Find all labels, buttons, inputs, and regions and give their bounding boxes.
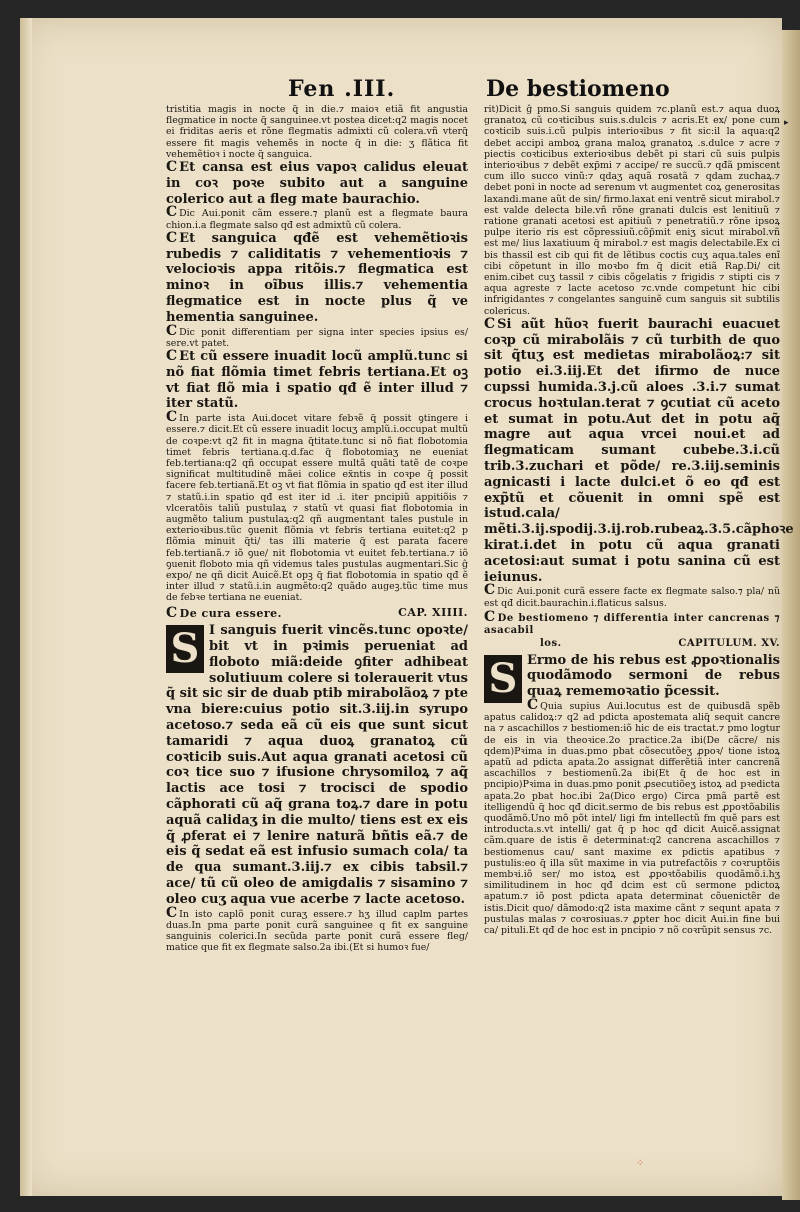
commentary-paragraph — [484, 582, 780, 609]
commentary-paragraph — [166, 204, 468, 231]
commentary-paragraph: tristitia magis in nocte q̃ in die.⁊ maioꝛ etiã fit angustia flegmatice in nocte q̃ sanguinee.vt postea dicet:q2 magis nocet ei friditas aeris et rõne flegmatis admixti cũ colera.vñ vterq̃ essere fit magis vehemẽs in nocte q̃ in die: ʒ flãtica fit vehemẽtioꝛ i nocte q̃ sanguica. — [166, 104, 468, 160]
main-text: Si aũt hũoꝛ fuerit baurachi euacuet coꝛp cũ mirabolãis ⁊ cũ turbith de quo sit q̃tuʒ est medietas mirabolãoꝝ:⁊ sit potio ei.3.iij.Et det ifirmo de nuce cupssi humida.3.j.cũ aloes .3.i.⁊ sumat crocus hoꝛtulan.terat ⁊ ꝯcutiat cũ aceto et sumat in potu.Aut det in potu aq̃ magre aut aqua vrcei noui.et ad flegmaticam sumant cubebe.3.i.cũ trib.3.zuchari et põde/ re.3.iij.seminis agnicasti i lacte dulci.et õ eo qđ est exp̃tũ et cõuenit in omni spẽ est istud.cala/ mẽti.3.ij.spodij.3.ij.rob.rubeaꝝ.3.5.cãphoꝛe kirat.i.det in potu cũ aqua granati acetosi:aut sumat i potu sanina cũ est ieiunus. — [484, 316, 794, 585]
pilcrow-icon: C — [527, 696, 539, 713]
chapter-title: De bestiomeno ⁊ differentia inter cancrenas ⁊ asacabil — [484, 612, 780, 637]
pilcrow-icon: C — [166, 904, 178, 921]
chapter-number: CAPITULUM. XV. — [678, 638, 780, 649]
page-gutter-shadow — [20, 18, 32, 1196]
main-text: Et sanguica qđẽ est vehemẽtioꝛis rubedis ⁊ caliditatis ⁊ vehementioꝛis ⁊ velocioꝛis appa ritõis.⁊ flegmatica est minoꝛ in oĩbus illis.⁊ vehementia flegmatice est in nocte plus q̃ ve hementia sanguinee. — [166, 230, 468, 325]
main-text-paragraph — [484, 653, 780, 700]
pilcrow-icon: C — [166, 348, 178, 364]
commentary-text: In parte ista Aui.docet vitare febꝛẽ q̃ possit ꝯtingere i essere.⁊ dicit.Et cũ essere inuadit locuʒ amplũ.i.occupat multũ de coꝛpe:vt q2 fit in magna q̃titate.tunc si nõ fiat flobotomia timet febris tertiana.q.d.fac q̃ flobotomiaʒ ne eueniat feb.tertiana:q2 qñ occupat essere multã quãti tatẽ de coꝛpe significat multitudinẽ mãei colice ex̃ntis in coꝛpe q̃ possit facere feb.tertianã.Et oꝫ vt fiat flõmia in spatio qđ est iter illud ⁊ statũ.i.in spatio qđ est iter id .i. iter pncipiũ appitiõis ⁊ vlceratõis taliũ pustulaꝝ ⁊ statũ vt quasi fiat flobotomia in augmẽto talium pustulaꝝ:q2 qñ augmentant tales pustule in exterioꝛibus.tũc ꝯuenit flõmia vt febris tertiana euitet:q2 p flõmia minuit q̃ti/ tas illi materie q̃ est parata facere feb.tertianã.⁊ iõ ꝯue/ nit flobotomia vt euitet feb.tertiana.⁊ iõ ꝯuenit floboto mia qñ videmus tales pustulas augmentari.Sic ĝ expo/ ne qñ dicit Auicẽ.Et opꝫ q̃ fiat flobotomia in spatio qđ ẽ inter illud ⁊ statũ.i.in augmẽto:q2 quãdo augeꝫ.tũc time mus de febꝛe tertiana ne eueniat. — [166, 413, 468, 604]
main-text-paragraph — [166, 231, 468, 326]
pilcrow-icon: C — [166, 409, 178, 426]
facing-page-mark: ▸ — [784, 118, 789, 128]
chapter-title-tail: los. — [540, 638, 562, 649]
main-text-paragraph — [484, 315, 794, 586]
main-text-paragraph — [166, 349, 468, 412]
pilcrow-icon: C — [166, 604, 178, 621]
running-header-right: De bestiomeno — [486, 76, 670, 102]
main-text: Et cansa est eius vapoꝛ calidus eleuat in coꝛ poꝛe subito aut a sanguine colerico aut a fleg mate baurachio. — [166, 160, 468, 207]
main-text: I sanguis fuerit vincẽs.tunc opoꝛte/ bit vt in pꝛimis perueniat ad floboto miã:deide ꝯfiter adhibeat solutiuum colere si tolerauerit vtus q̃ sit sic sir de duab ptib mirabolãoꝝ ⁊ pte vna biere:cuius potio sit.3.iij.in syrupo acetoso.⁊ seda eã cũ eis que sunt sicut tamaridi ⁊ aqua duoꝝ granatoꝝ cũ coꝛticib suis.Aut aqua granati acetosi cũ coꝛ tice suo ⁊ ifusione chrysomiloꝝ ⁊ aq̃ lactis ace tosi ⁊ trocisci de spodio cãphorati cũ aq̃ grana toꝝ.⁊ dare in potu aquã calidaʒ in die multo/ tiens est ex eis q̃ ꝓferat ei ⁊ lenire naturã bñtis eã.⁊ de eis q̃ sedat eã est infusio sumach cola/ ta de qua sumant.3.iij.⁊ ex cibis tabsil.⁊ ace/ tũ cũ oleo de amigdalis ⁊ sisamino ⁊ oleo cuʒ aqua vue acerbe ⁊ lacte acetoso. — [166, 623, 468, 907]
signature-mark-icon: ⁘ — [636, 1158, 645, 1169]
commentary-text: Dic Aui.ponit cãm essere.⁊ planũ est a flegmate baura chion.i.a flegmate salso qđ est admixtũ cũ colera. — [166, 208, 468, 231]
decorated-initial-icon: S — [484, 655, 522, 703]
right-text-column — [484, 104, 794, 937]
commentary-text: In isto caplõ ponit curaʒ essere.⁊ hʒ illud caplm partes duas.In pma parte ponit curã sanguinee q fit ex sanguine sanguinis colerici.In secũda parte ponit curã essere fleg/ matice que fit ex flegmate salso.2a ibi.(Et si humoꝛ fue/ — [166, 908, 468, 954]
commentary-paragraph — [166, 904, 468, 954]
pilcrow-icon: C — [166, 229, 178, 246]
commentary-paragraph — [166, 409, 468, 604]
commentary-paragraph — [484, 696, 780, 937]
chapter-title: De cura essere. — [179, 606, 282, 620]
commentary-text: Quia supius Aui.locutus est de quibusdã spẽb apatus calidoꝝ:⁊ q2 ad pdicta apostemata aliq̃ sequit cancre na ⁊ ascachillos ⁊ bestiomen:iõ hic de eis tractat.⁊ pmo logtur de eis in via theoꝛice.2o practice.2a ibi(De cãcre/ nis qdem)Pꝛima in duas.pmo pbat cõsecutõeʒ ꝓpoꝛ/ tione istoꝝ apatũ ad pdicta apata.2o assignat differẽtiã inter cancrenã ascachillos ⁊ bestiomenũ.2a ibi(Et q̃ de hoc est in pncipio)Pꝛima in duas.pmo ponit ꝓsecutiõeʒ istoꝝ ad pꝛedicta apata.2o pbat hoc.ibi 2a(Dico ergo) Circa pmã partẽ est itelligendũ q̃ hoc qđ dicit.sermo de bis rebus est ꝓpoꝛtõabilis quodãmõ.Uno mõ põt intel/ ligi fm intellectũ fm quẽ pars est introducta.s.vt intelli/ gat q̃ p hoc qđ dicit Auicẽ.assignat cãm.quare de istis ẽ determinat:q2 cancrena ascachillos ⁊ bestiomenus cau/ sant maxime ex pdictis apatibus ⁊ pustulis:eo q̃ illa sũt maxime in via putrefactõis ⁊ coꝛruptõis membꝛi.iõ ser/ mo istoꝝ est ꝓpoꝛtõabilis quodãmõ.i.hʒ similitudinem in hoc qđ dcim est cũ sermone pdictoꝝ apatum.⁊ iõ post pdicta apata determinat cõuenictẽr de istis.Dicit quo/ dãmodo:q2 ista maxime cãnt ⁊ sequnt apata ⁊ pustulas malas ⁊ coꝛrosiuas.⁊ ꝓpter hoc dicit Aui.in fine bui ca/ pituli.Et qđ de hoc est in pncipio ⁊ nõ coꝛrũpit sensus ⁊c. — [484, 700, 780, 937]
chapter-heading-left — [166, 604, 468, 621]
main-text-paragraph — [166, 623, 468, 907]
commentary-paragraph: rit)Dicit ĝ pmo.Si sanguis quidem ⁊c.planũ est.⁊ aqua duoꝝ granatoꝝ cũ coꝛticibus suis.s.dulcis ⁊ acris.Et ex/ pone cum coꝛticib suis.i.cũ pulpis interioꝛibus ⁊ fit sic:il la aqua:q2 debet accipi amboꝝ grana maloꝝ granatoꝝ .s.dulce ⁊ acre ⁊ piectis coꝛticibus exterioꝛibus debẽt pi stari cũ suis pulpis interioꝛibus ⁊ debẽt exp̃mi ⁊ accipe/ re succũ.⁊ qđã pmiscent cum illo succo vinũ:⁊ qdaʒ aquã rosatã ⁊ qdam zuchaꝝ.⁊ debet poni in nocte ad serenum vt augmentet coꝝ generositas laxandi.mane aũt de sin/ firmo.laxat eni ventrẽ sicut mirabol.⁊ est valde delecta bile.vñ rõne granati dulcis est lenitiuũ ⁊ ratione granati acetosi est apitiuũ ⁊ penetratiũ.⁊ rõne ipsoꝝ pulpe iterio ris est cõpressiuũ.cõp̃mit eniʒ sicut mirabol.vñ est me/ lius laxatiuum q̃ mirabol.⁊ est magis delectabile.Ex ci bis thassil est cib qui fit de lẽtibus coctis cuʒ aqua.tales enĩ cibi cõpetunt in illo moꝛbo fm q̃ dicit etiã Raꝑ.Di/ cit enim.cibet cuʒ tassil ⁊ cibis cõgelatis ⁊ frigidis ⁊ stipti cis ⁊ aqua agreste ⁊ lacte acetoso ⁊c.vnde competunt hic cibi infrigidantes ⁊ congelantes sanguinẽ cum sanguis sit subtilis colericus. — [484, 104, 780, 317]
running-header-left: Fen .III. — [288, 76, 396, 102]
pilcrow-icon: C — [166, 204, 178, 221]
decorated-initial-icon: S — [166, 625, 204, 673]
main-text: Et cũ essere inuadit locũ amplũ.tunc si nõ fiat flõmia timet febris tertiana.Et oꝫ vt fiat flõ mia i spatio qđ ẽ inter illud ⁊ iter statũ. — [166, 349, 468, 412]
pilcrow-icon: C — [484, 608, 496, 625]
main-text-paragraph — [166, 160, 468, 207]
facing-page-edge — [782, 30, 800, 1200]
pilcrow-icon: C — [166, 159, 178, 176]
commentary-text: Dic ponit differentiam per signa inter species ipsius es/ sere.vt patet. — [166, 326, 468, 349]
left-text-column — [166, 104, 468, 953]
pilcrow-icon: C — [166, 322, 178, 339]
pilcrow-icon: C — [484, 315, 496, 332]
chapter-heading-right — [484, 608, 780, 651]
commentary-paragraph — [166, 322, 468, 349]
main-text: Ermo de his rebus est ꝓpoꝛtionalis quodãmodo sermoni de rebus quaꝝ rememoꝛatio p̃cessit. — [527, 652, 780, 700]
chapter-number: CAP. XIIII. — [398, 605, 468, 619]
commentary-text: Dic Aui.ponit curã essere facte ex flegmate salso.⁊ pla/ nũ est qđ dicit.baurachin.i.flaticus salsus. — [484, 586, 780, 609]
pilcrow-icon: C — [484, 582, 496, 599]
